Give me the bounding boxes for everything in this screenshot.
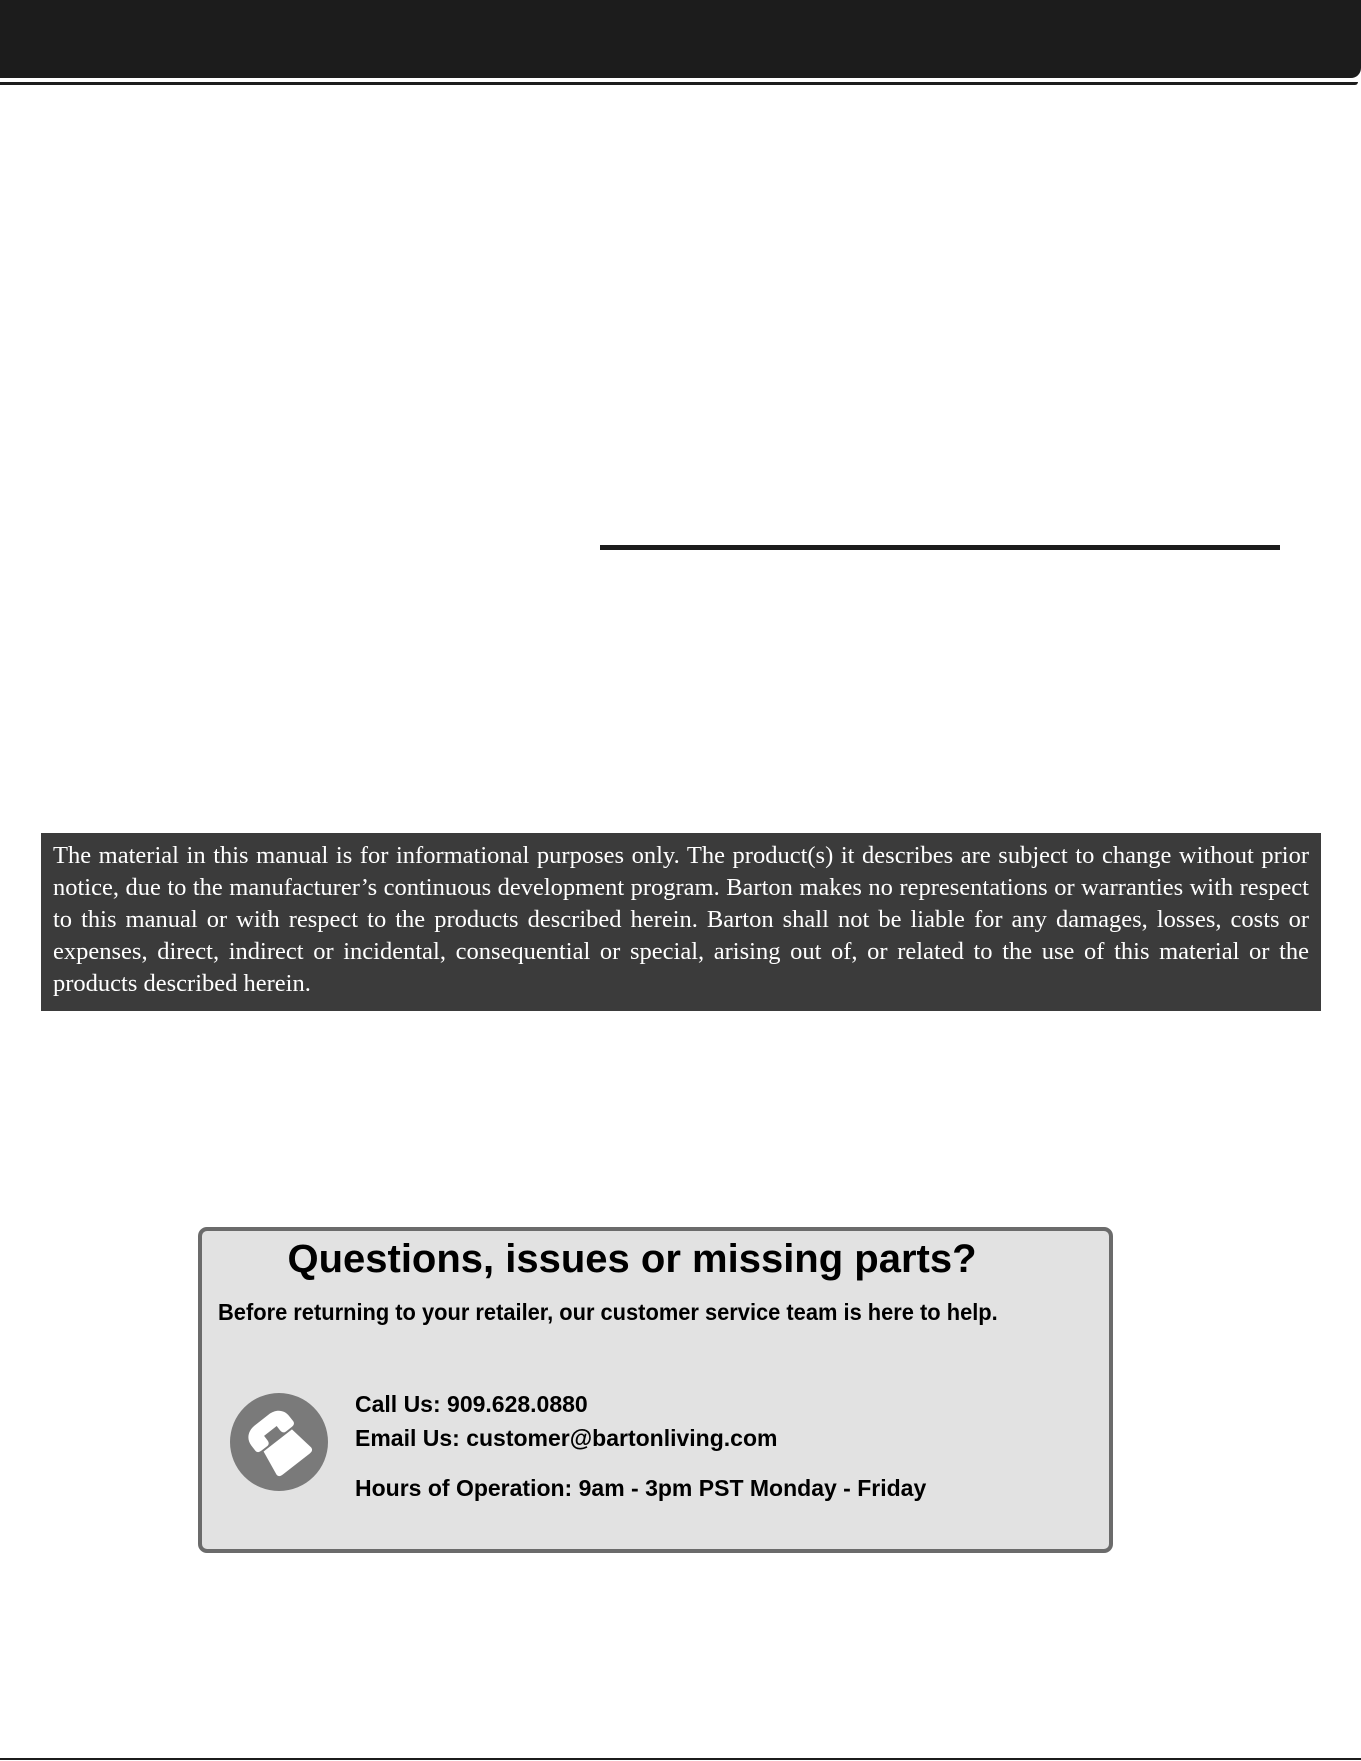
phone-icon [229, 1392, 329, 1492]
disclaimer-text: The material in this manual is for informational purposes only. The product(s) it describes are subject to change without prior notice, due to the manufacturer’s continuous development program. Barton makes no representations or warranties with respect to this manual or with respect to the products described herein. Barton shall not be liable for any damages, losses, costs or expenses, direct, indirect or incidental, consequential or special, arising out of, or related to the use of this material or the products described herein. [53, 842, 1309, 997]
hours-of-operation: Hours of Operation: 9am - 3pm PST Monday - Friday [355, 1475, 927, 1501]
section-divider [600, 545, 1280, 550]
phone-number[interactable]: Call Us: 909.628.0880 [355, 1391, 588, 1417]
support-subtitle: Before returning to your retailer, our customer service team is here to help. [218, 1299, 998, 1325]
footer-rule [0, 1758, 1361, 1760]
header-bar [0, 0, 1361, 78]
header-rule [0, 82, 1358, 85]
disclaimer-box [41, 833, 1321, 1011]
email-address[interactable]: Email Us: customer@bartonliving.com [355, 1425, 778, 1451]
customer-support-box [198, 1227, 1113, 1553]
support-title: Questions, issues or missing parts? [287, 1237, 977, 1281]
